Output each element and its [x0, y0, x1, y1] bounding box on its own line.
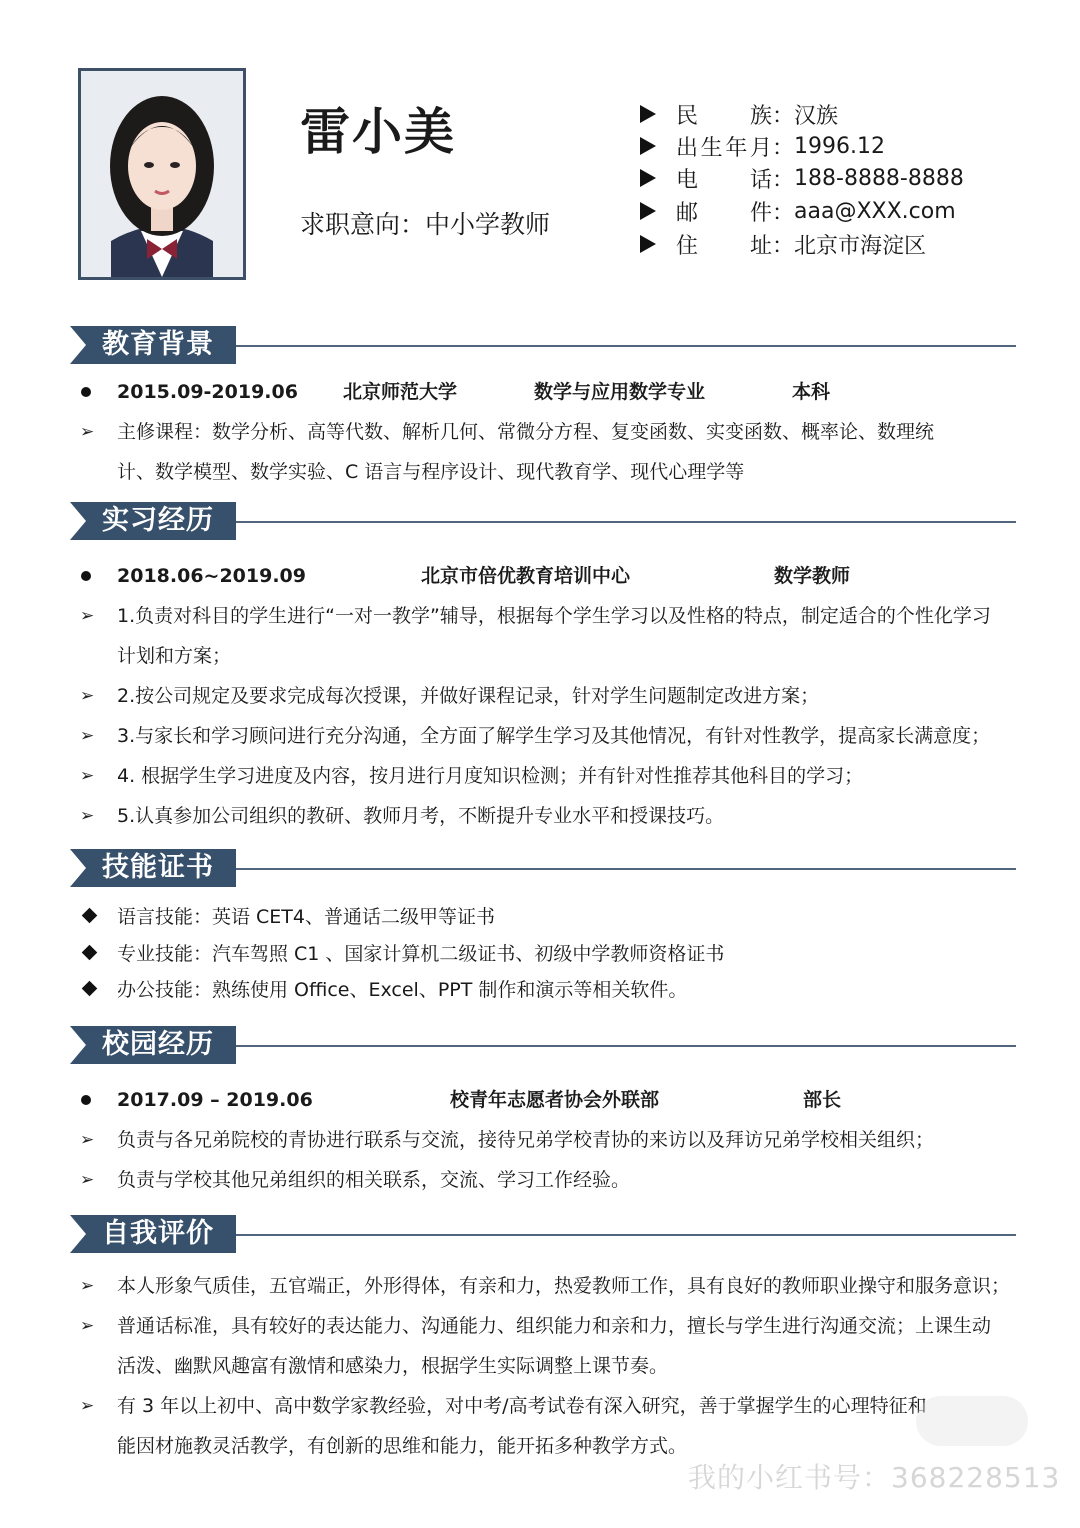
triangle-bullet-icon	[640, 202, 656, 220]
info-value: 1996.12	[794, 133, 885, 159]
section-header-skills	[70, 849, 1016, 887]
info-label: 民族	[676, 103, 772, 129]
skill-item: 办公技能：熟练使用 Office、Excel、PPT 制作和演示等相关软件。	[117, 979, 688, 1001]
info-colon: ：	[772, 167, 795, 193]
info-label: 出生年月	[676, 135, 772, 161]
arrow-bullet-icon: ➢	[80, 726, 95, 746]
arrow-bullet-icon: ➢	[80, 1170, 95, 1190]
intern-item: 2.按公司规定及要求完成每次授课，并做好课程记录，针对学生问题制定改进方案；	[117, 685, 820, 707]
info-address	[640, 228, 926, 260]
self-eval-line: 普通话标准，具有较好的表达能力、沟通能力、组织能力和亲和力，擅长与学生进行沟通交流；上课生动	[117, 1315, 992, 1337]
section-title: 校园经历	[102, 1029, 214, 1060]
section-header-self-eval	[70, 1215, 1016, 1253]
candidate-name: 雷小美	[300, 103, 456, 161]
watermark-text: 我的小红书号：368228513	[688, 1461, 1061, 1494]
campus-period: 2017.09 – 2019.06	[117, 1089, 313, 1111]
intern-item: 5.认真参加公司组织的教研、教师月考，不断提升专业水平和授课技巧。	[117, 805, 725, 827]
info-value: 188-8888-8888	[794, 165, 964, 191]
self-eval-line: 本人形象气质佳，五官端正，外形得体，有亲和力，热爱教师工作，具有良好的教师职业操守和服务意识；	[117, 1275, 1011, 1297]
bullet-dot-icon	[81, 387, 91, 397]
profile-photo	[78, 68, 246, 280]
section-header-education	[70, 326, 1016, 364]
section-title: 自我评价	[102, 1218, 214, 1249]
campus-org: 校青年志愿者协会外联部	[450, 1089, 660, 1111]
edu-major: 数学与应用数学专业	[534, 381, 706, 403]
section-title: 实习经历	[102, 505, 214, 536]
intern-item: 计划和方案；	[117, 645, 232, 667]
self-eval-line: 能因材施教灵活教学，有创新的思维和能力，能开拓多种教学方式。	[117, 1435, 688, 1457]
triangle-bullet-icon	[640, 105, 656, 123]
triangle-bullet-icon	[640, 169, 656, 187]
intern-item: 1.负责对科目的学生进行“一对一教学”辅导，根据每个学生学习以及性格的特点，制定适合的个性化学习	[117, 605, 991, 627]
triangle-bullet-icon	[640, 235, 656, 253]
job-objective: 求职意向：中小学教师	[300, 210, 551, 239]
self-eval-line: 活泼、幽默风趣富有激情和感染力，根据学生实际调整上课节奏。	[117, 1355, 669, 1377]
section-divider	[236, 868, 1016, 870]
intern-org: 北京市倍优教育培训中心	[421, 565, 631, 587]
arrow-bullet-icon: ➢	[80, 1396, 95, 1416]
bullet-dot-icon	[81, 571, 91, 581]
watermark-badge	[916, 1396, 1028, 1446]
intern-item: 4. 根据学生学习进度及内容，按月进行月度知识检测；并有针对性推荐其他科目的学习；	[117, 765, 864, 787]
info-colon: ：	[772, 200, 795, 226]
info-colon: ：	[772, 135, 795, 161]
info-ethnicity	[640, 98, 838, 130]
info-label: 住址	[676, 233, 772, 259]
arrow-bullet-icon: ➢	[80, 422, 95, 442]
section-divider	[236, 345, 1016, 347]
edu-degree: 本科	[792, 381, 831, 403]
campus-item: 负责与各兄弟院校的青协进行联系与交流，接待兄弟学校青协的来访以及拜访兄弟学校相关组织；	[117, 1129, 935, 1151]
diamond-bullet-icon	[82, 908, 98, 924]
arrow-bullet-icon: ➢	[80, 766, 95, 786]
diamond-bullet-icon	[82, 981, 98, 997]
arrow-bullet-icon: ➢	[80, 806, 95, 826]
arrow-bullet-icon: ➢	[80, 686, 95, 706]
info-colon: ：	[772, 233, 795, 259]
section-title: 教育背景	[102, 329, 214, 360]
section-header-campus	[70, 1026, 1016, 1064]
intern-period: 2018.06~2019.09	[117, 565, 306, 587]
skill-item: 语言技能：英语 CET4、普通话二级甲等证书	[117, 906, 496, 928]
edu-school: 北京师范大学	[343, 381, 458, 403]
section-divider	[236, 1234, 1016, 1236]
info-label: 邮件	[676, 200, 772, 226]
campus-role: 部长	[803, 1089, 842, 1111]
edu-courses-line: 计、数学模型、数学实验、C 语言与程序设计、现代教育学、现代心理学等	[117, 461, 745, 483]
campus-item: 负责与学校其他兄弟组织的相关联系，交流、学习工作经验。	[117, 1169, 631, 1191]
info-value: aaa@XXX.com	[794, 198, 956, 224]
bullet-dot-icon	[81, 1095, 91, 1105]
section-divider	[236, 1045, 1016, 1047]
section-title: 技能证书	[102, 852, 214, 883]
portrait-illustration	[81, 71, 243, 277]
intern-role: 数学教师	[774, 565, 851, 587]
arrow-bullet-icon: ➢	[80, 1130, 95, 1150]
info-label: 电话	[676, 167, 772, 193]
intern-item: 3.与家长和学习顾问进行充分沟通，全方面了解学生学习及其他情况，有针对性教学，提高家长满意度；	[117, 725, 991, 747]
info-value: 汉族	[794, 103, 839, 129]
skill-item: 专业技能：汽车驾照 C1 、国家计算机二级证书、初级中学教师资格证书	[117, 943, 725, 965]
diamond-bullet-icon	[82, 945, 98, 961]
info-birth	[640, 130, 885, 162]
arrow-bullet-icon: ➢	[80, 1276, 95, 1296]
section-header-internship	[70, 502, 1016, 540]
section-divider	[236, 521, 1016, 523]
info-email	[640, 195, 956, 227]
info-value: 北京市海淀区	[794, 233, 927, 259]
edu-period: 2015.09-2019.06	[117, 381, 298, 403]
info-phone	[640, 162, 964, 194]
info-colon: ：	[772, 103, 795, 129]
arrow-bullet-icon: ➢	[80, 606, 95, 626]
edu-courses-line: 主修课程：数学分析、高等代数、解析几何、常微分方程、复变函数、实变函数、概率论、数理统	[117, 421, 935, 443]
self-eval-line: 有 3 年以上初中、高中数学家教经验，对中考/高考试卷有深入研究，善于掌握学生的心理特征和	[117, 1395, 927, 1417]
triangle-bullet-icon	[640, 137, 656, 155]
arrow-bullet-icon: ➢	[80, 1316, 95, 1336]
